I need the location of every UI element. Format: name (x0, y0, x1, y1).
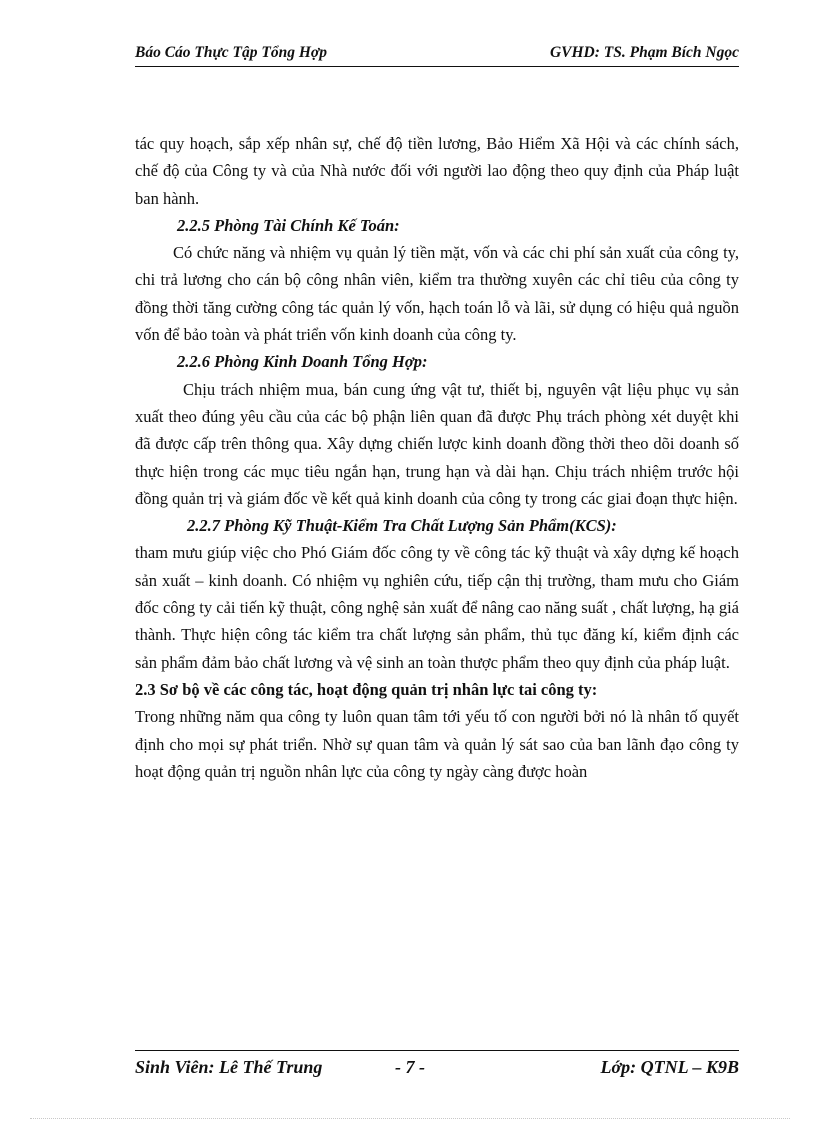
heading-2-2-6: 2.2.6 Phòng Kinh Doanh Tổng Hợp: (177, 352, 428, 372)
student-name: Sinh Viên: Lê Thế Trung (135, 1057, 323, 1077)
report-title: Báo Cáo Thực Tập Tổng Hợp (135, 44, 327, 61)
page-number: - 7 - (395, 1057, 425, 1077)
heading-2-2-5: 2.2.5 Phòng Tài Chính Kế Toán: (177, 215, 400, 235)
class-code: Lớp: QTNL – K9B (600, 1057, 739, 1077)
paragraph-2-3: Trong những năm qua công ty luôn quan tâm tới yếu tố con người bởi nó là nhân tố quyết định cho mọi sự phát triển. Nhờ sự quan tâm và quản lý sát sao của ban lãnh đạo công ty hoạt động quản trị nguồn nhân lực của công ty ngày càng được hoàn (135, 707, 739, 781)
heading-2-3: 2.3 Sơ bộ về các công tác, hoạt động quản trị nhân lực tai công ty: (135, 679, 598, 699)
paragraph-2-2-6: Chịu trách nhiệm mua, bán cung ứng vật tư, thiết bị, nguyên vật liệu phục vụ sản xuất theo đúng yêu cầu của các bộ phận liên quan đã được Phụ trách phòng xét duyệt khi đã được cấp trên thông qua. Xây dựng chiến lược kinh doanh đồng thời theo dõi doanh số thực hiện trong các mục tiêu ngắn hạn, trung hạn và dài hạn. Chịu trách nhiệm trước hội đồng quản trị và giám đốc về kết quả kinh doanh của công ty trong các giai đoạn thực hiện. (135, 379, 739, 508)
paragraph-intro: tác quy hoạch, sắp xếp nhân sự, chế độ tiền lương, Bảo Hiểm Xã Hội và các chính sách, chế độ của Công ty và của Nhà nước đối với người lao động theo quy định của Pháp luật ban hành. (135, 134, 739, 208)
supervisor: GVHD: TS. Phạm Bích Ngọc (549, 44, 739, 61)
heading-2-2-7: 2.2.7 Phòng Kỹ Thuật-Kiểm Tra Chất Lượng Sản Phẩm(KCS): (187, 516, 617, 536)
paragraph-2-2-7: tham mưu giúp việc cho Phó Giám đốc công ty về công tác kỹ thuật và xây dựng kế hoạch sản xuất – kinh doanh. Có nhiệm vụ nghiên cứu, tiếp cận thị trường, tham mưu cho Giám đốc công ty cải tiến kỹ thuật, công nghệ sản xuất để nâng cao năng suất , chất lượng, hạ giá thành. Thực hiện công tác kiểm tra chất lượng sản phẩm, thủ tục đăng kí, kiểm định các sản phẩm đảm bảo chất lương và vệ sinh an toàn thược phẩm theo quy định của pháp luật. (135, 543, 739, 672)
page-header (135, 44, 739, 67)
page-edge-divider (30, 1118, 790, 1119)
page-footer (135, 1050, 739, 1078)
page-body (135, 130, 739, 785)
paragraph-2-2-5: Có chức năng và nhiệm vụ quản lý tiền mặt, vốn và các chi phí sản xuất của công ty, chi trả lương cho cán bộ công nhân viên, kiểm tra thường xuyên các chỉ tiêu của công ty đồng thời tăng cường công tác quản lý vốn, hạch toán lỗ và lãi, sử dụng có hiệu quả nguồn vốn để bảo toàn và phát triển vốn kinh doanh của công ty. (135, 243, 739, 345)
